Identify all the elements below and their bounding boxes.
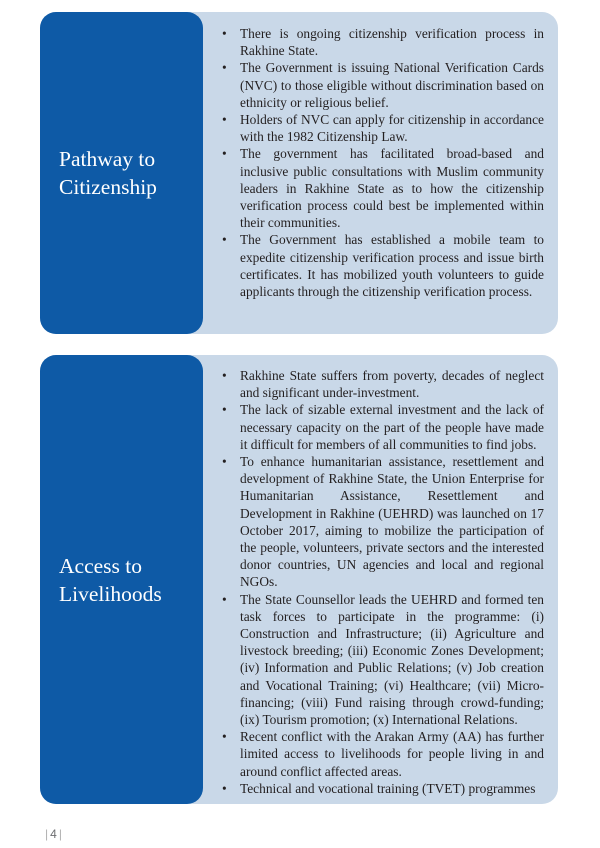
section-label — [40, 355, 203, 804]
section-content — [220, 25, 544, 300]
divider: | — [45, 827, 49, 841]
bullet-list — [220, 25, 544, 300]
bullet-item: • Technical and vocational training (TVET) programmes — [220, 780, 544, 797]
access-to-livelihoods-section — [40, 355, 558, 804]
bullet-item: • To enhance humanitarian assistance, resettlement and development of Rakhine State, the Union Enterprise for Humanitarian Assistance, Resettlement and Development in Rakhine (UEHRD) was launched on 17 October 2017, aiming to mobilize the participation of the people, volunteers, private sectors and the interested donor countries, UN agencies and local and regional NGOs. — [220, 453, 544, 591]
bullet-item: • There is ongoing citizenship verification process in Rakhine State. — [220, 25, 544, 59]
section-title-line1: Access to — [59, 553, 142, 578]
bullet-item: • The Government is issuing National Verification Cards (NVC) to those eligible without discrimination based on ethnicity or religious belief. — [220, 59, 544, 111]
bullet-item: • The Government has established a mobile team to expedite citizenship verification process and issue birth certificates. It has mobilized youth volunteers to guide applicants through the citizenship verification process. — [220, 231, 544, 300]
bullet-item: • Recent conflict with the Arakan Army (AA) has further limited access to livelihoods for people living in and around conflict affected areas. — [220, 728, 544, 780]
section-label — [40, 12, 203, 334]
bullet-list — [220, 367, 544, 797]
bullet-item: • The State Counsellor leads the UEHRD and formed ten task forces to participate in the programme: (i) Construction and Infrastructure; (ii) Agriculture and livestock breeding; (iii) Economic Zones Development; (iv) Information and Public Relations; (v) Job creation and Vocational Training; (vi) Healthcare; (vii) Micro-financing; (viii) Fund raising through crowd-funding; (ix) Tourism promotion; (x) International Relations. — [220, 591, 544, 729]
bullet-item: • The government has facilitated broad-based and inclusive public consultations with Muslim community leaders in Rakhine State as to how the citizenship verification process could best be implemented within their communities. — [220, 145, 544, 231]
section-title-line2: Citizenship — [59, 175, 157, 199]
section-content — [220, 367, 544, 797]
bullet-item: • Holders of NVC can apply for citizenship in accordance with the 1982 Citizenship Law. — [220, 111, 544, 145]
section-title-line1: Pathway to — [59, 147, 156, 171]
section-title-line2: Livelihoods — [59, 581, 162, 606]
page-number — [43, 827, 64, 841]
pathway-to-citizenship-section — [40, 12, 558, 334]
page-number-value: 4 — [50, 827, 57, 841]
bullet-item: • Rakhine State suffers from poverty, decades of neglect and significant under-investment. — [220, 367, 544, 401]
bullet-item: • The lack of sizable external investment and the lack of necessary capacity on the part of the people have made it difficult for members of all communities to find jobs. — [220, 401, 544, 453]
divider: | — [58, 827, 62, 841]
